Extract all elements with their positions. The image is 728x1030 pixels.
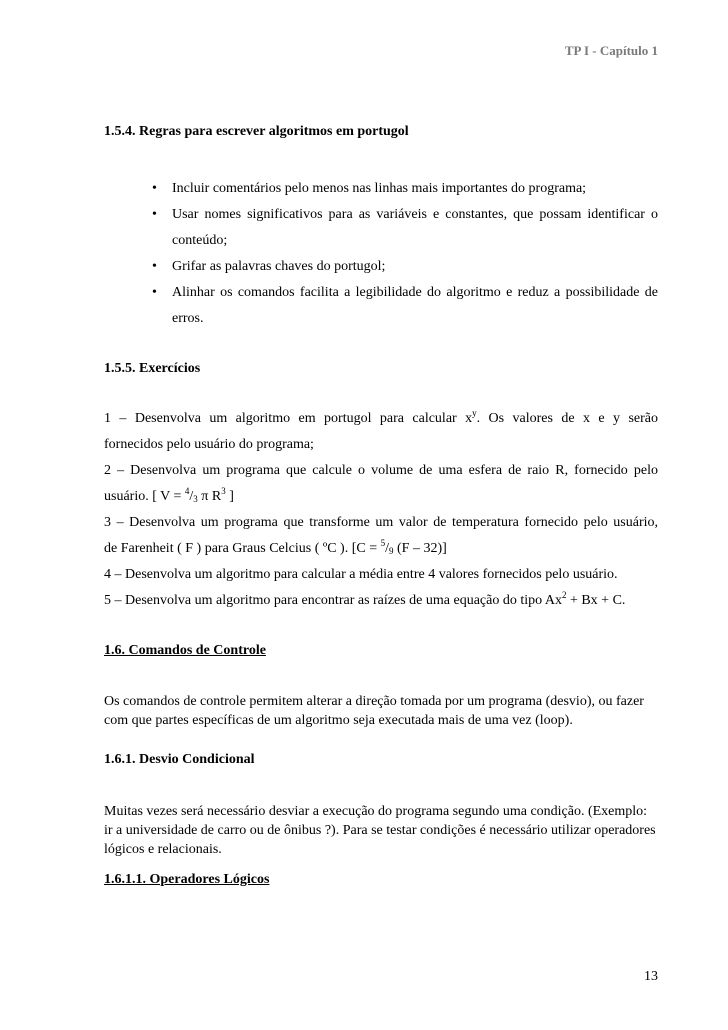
- rule-item: • Grifar as palavras chaves do portugol;: [152, 254, 658, 280]
- section-1-6-text: Os comandos de controle permitem alterar a direção tomada por um programa (desvio), ou fazer com que partes específicas de um algoritmo seja executada mais de uma vez (loop).: [104, 694, 644, 728]
- exercise-5: 5 – Desenvolva um algoritmo para encontrar as raízes de uma equação do tipo $Ax^2 + Bx + C$.: [104, 590, 626, 608]
- exercise-3-formula: de Farenheit ( F ) para Graus Celcius ( ºC ). [$C = ^5/_9$ (F – 32)]: [104, 538, 447, 556]
- exercises-list: [104, 406, 658, 614]
- exercise-2-formula: usuário. [ $V = ^4/_3$ π $R^3$ ]: [104, 486, 234, 504]
- section-1-6-1-text: Muitas vezes será necessário desviar a execução do programa segundo uma condição. (Exemplo: ir a universidade de carro ou de ônibus ?). Para se testar condições é necessário utilizar operadores lógicos e relacionais.: [104, 804, 656, 857]
- rules-list: [152, 176, 658, 332]
- section-1-6-title: 1.6. Comandos de Controle: [104, 643, 266, 658]
- exercise-4: 4 – Desenvolva um algoritmo para calcular a média entre 4 valores fornecidos pelo usuário.: [104, 567, 618, 582]
- rule-item: • Incluir comentários pelo menos nas linhas mais importantes do programa;: [152, 176, 658, 202]
- section-1-6-1-1-title: 1.6.1.1. Operadores Lógicos: [104, 872, 270, 887]
- exercise-1: 1 – Desenvolva um algoritmo em portugol para calcular $x^y$. Os valores de x e y serão: [104, 408, 658, 426]
- exercise-2: 2 – Desenvolva um programa que calcule o volume de uma esfera de raio R, fornecido pelo: [104, 463, 658, 478]
- exercise-3: 3 – Desenvolva um programa que transforme um valor de temperatura fornecido pelo usuário,: [104, 515, 658, 530]
- section-1-5-5-title: 1.5.5. Exercícios: [104, 361, 201, 376]
- page-header: TP I - Capítulo 1: [564, 43, 658, 58]
- rule-item: • Usar nomes significativos para as variáveis e constantes, que possam identificar o conteúdo;: [152, 202, 658, 254]
- exercise-1-cont: fornecidos pelo usuário do programa;: [104, 437, 314, 452]
- section-1-5-4-title: 1.5.4. Regras para escrever algoritmos em portugol: [104, 124, 409, 139]
- rule-item: • Alinhar os comandos facilita a legibilidade do algoritmo e reduz a possibilidade de erros.: [152, 280, 658, 332]
- page-number: 13: [644, 969, 658, 984]
- section-1-6-1-title: 1.6.1. Desvio Condicional: [104, 752, 255, 767]
